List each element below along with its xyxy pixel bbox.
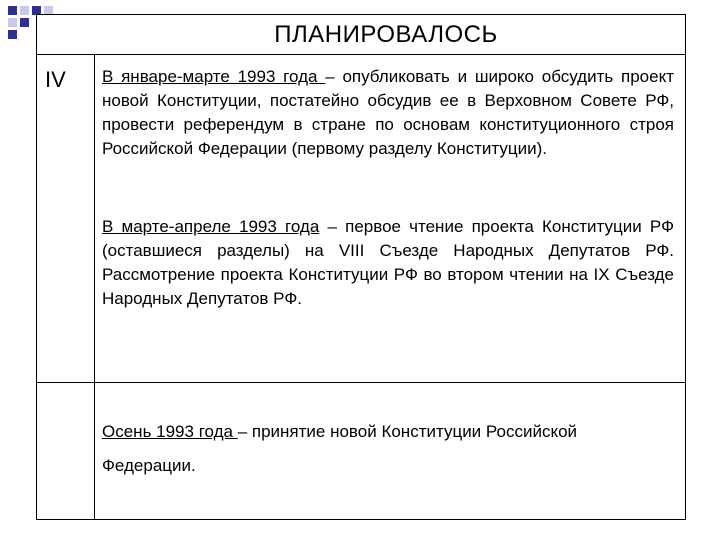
plan-item-1 — [102, 65, 674, 161]
plan-item-3 — [102, 415, 674, 483]
stage-number: IV — [45, 67, 66, 92]
deco-square — [8, 30, 17, 39]
plan-item-text: – опубликовать и широко обсудить проект новой Конституции, постатейно обсудив ее в Верховном Совете РФ, провести референдум в стране по основам конституционного строя Российской Федерации (первому разделу Конституции). — [102, 67, 674, 158]
plan-item-text: – первое чтение проекта Конституции РФ (оставшиеся разделы) на VIII Съезде Народных Депутатов РФ. Рассмотрение проекта Конституции РФ во втором чтении на IX Съезде Народных Депутатов РФ. — [102, 217, 674, 308]
plan-item-2 — [102, 215, 674, 311]
plan-item-period: В марте-апреле 1993 года — [102, 217, 320, 236]
title-row — [37, 15, 685, 55]
page-title: ПЛАНИРОВАЛОСЬ — [274, 21, 498, 48]
deco-square — [8, 6, 17, 15]
deco-square — [20, 18, 29, 27]
row-divider — [37, 382, 685, 383]
plan-table — [36, 14, 686, 520]
deco-square — [20, 6, 29, 15]
deco-square — [8, 18, 17, 27]
plan-item-text: – принятие новой Конституции Российской Федерации. — [102, 422, 578, 475]
column-divider — [94, 55, 95, 519]
plan-item-period: В январе-марте 1993 года — [102, 67, 326, 86]
plan-item-period: Осень 1993 года — [102, 422, 238, 441]
